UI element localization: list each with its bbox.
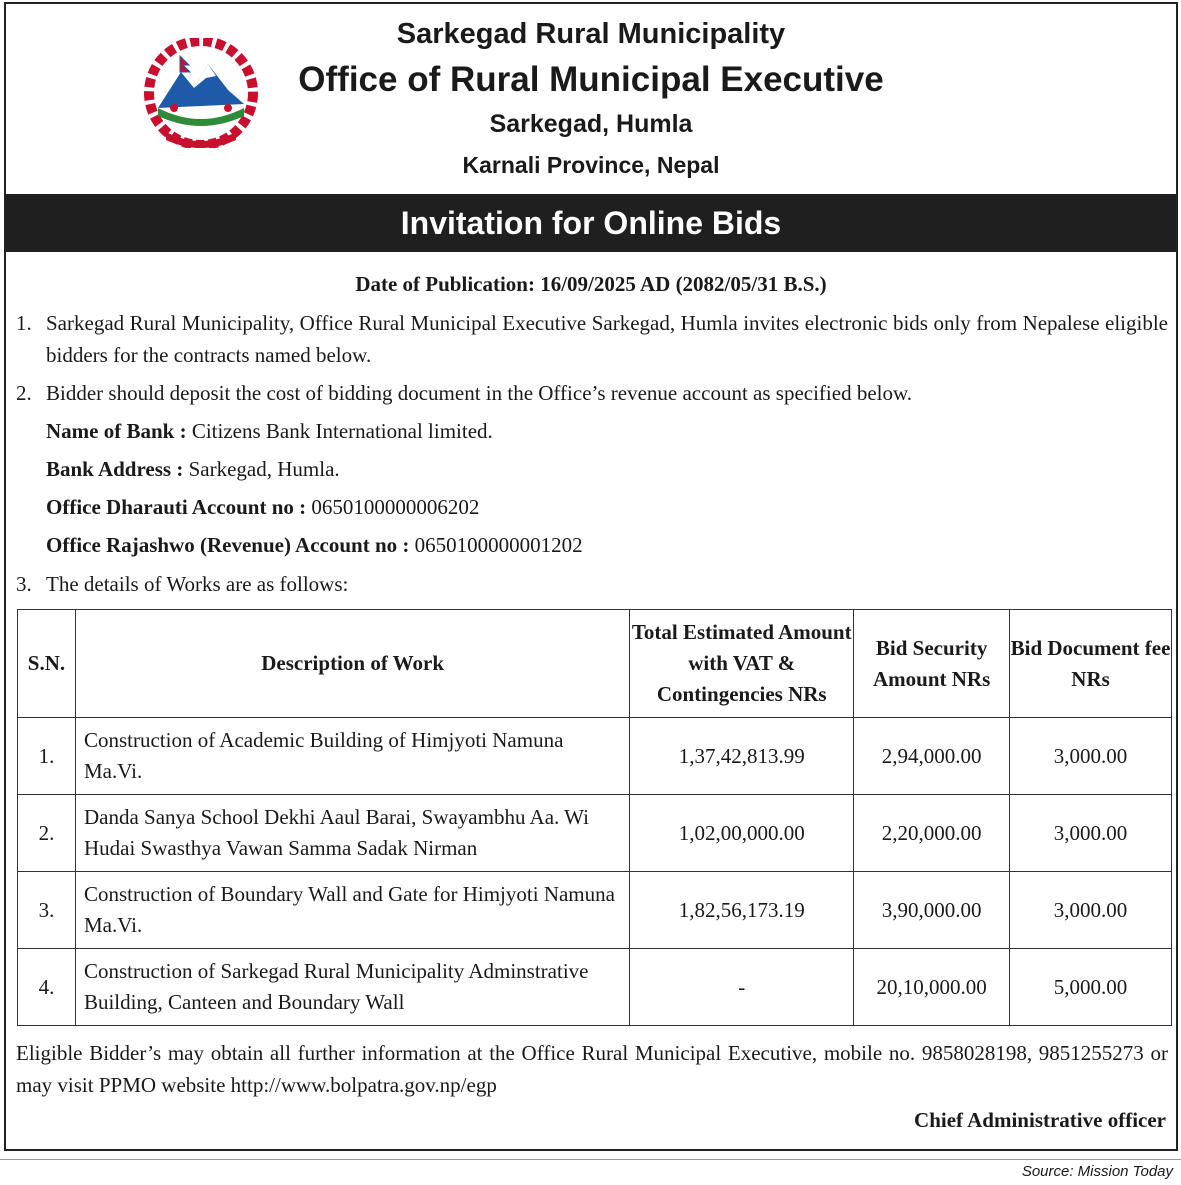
header-bid-security: Bid Security Amount NRs — [854, 610, 1010, 718]
cell-description: Construction of Academic Building of Himjyoti Namuna Ma.Vi. — [75, 718, 629, 795]
bank-name-value: Citizens Bank International limited. — [186, 419, 493, 443]
notice-title-banner: Invitation for Online Bids — [6, 194, 1176, 252]
dharauti-account — [46, 491, 479, 523]
dharauti-account-label: Office Dharauti Account no : — [46, 495, 307, 519]
cell-sn: 3. — [18, 872, 76, 949]
footer-info: Eligible Bidder’s may obtain all further information at the Office Rural Municipal Executive, mobile no. 9858028198, 9851255273 or may visit PPMO website http://www.bolpatra.gov.np/egp — [16, 1041, 1168, 1097]
bank-address — [46, 453, 340, 485]
paragraph-text: Bidder should deposit the cost of bidding document in the Office’s revenue account as specified below. — [46, 381, 913, 405]
paragraph-number: 1. — [16, 311, 32, 335]
paragraph-text: Sarkegad Rural Municipality, Office Rural Municipal Executive Sarkegad, Humla invites electronic bids only from Nepalese eligible bidders for the contracts named below. — [46, 311, 1168, 367]
cell-fee: 3,000.00 — [1010, 872, 1172, 949]
cell-amount: 1,82,56,173.19 — [630, 872, 854, 949]
rajashwo-account-value: 0650100000001202 — [409, 533, 583, 557]
table-row — [18, 718, 1172, 795]
municipality-name: Sarkegad Rural Municipality — [396, 18, 786, 50]
cell-description: Construction of Boundary Wall and Gate for Himjyoti Namuna Ma.Vi. — [75, 872, 629, 949]
cell-amount: 1,37,42,813.99 — [630, 718, 854, 795]
cell-sn: 1. — [18, 718, 76, 795]
rajashwo-account-label: Office Rajashwo (Revenue) Account no : — [46, 533, 410, 557]
paragraph-3 — [16, 568, 1168, 600]
cell-fee: 3,000.00 — [1010, 718, 1172, 795]
province: Karnali Province, Nepal — [462, 152, 720, 178]
header-document-fee: Bid Document fee NRs — [1010, 610, 1172, 718]
table-row — [18, 949, 1172, 1026]
location: Sarkegad, Humla — [489, 110, 693, 138]
notice-frame — [4, 2, 1178, 1151]
header-estimated-amount: Total Estimated Amount with VAT & Contingencies NRs — [630, 610, 854, 718]
cell-fee: 5,000.00 — [1010, 949, 1172, 1026]
publication-date: Date of Publication: 16/09/2025 AD (2082/05/31 B.S.) — [355, 272, 827, 296]
cell-sn: 4. — [18, 949, 76, 1026]
table-header-row — [18, 610, 1172, 718]
header — [6, 4, 1176, 194]
paragraph-number: 3. — [16, 572, 32, 596]
cell-sn: 2. — [18, 795, 76, 872]
office-name: Office of Rural Municipal Executive — [298, 60, 884, 99]
bank-address-value: Sarkegad, Humla. — [183, 457, 340, 481]
divider — [0, 1159, 1181, 1160]
table-row — [18, 872, 1172, 949]
cell-description: Construction of Sarkegad Rural Municipality Adminstrative Building, Canteen and Boundary Wall — [75, 949, 629, 1026]
cell-security: 3,90,000.00 — [854, 872, 1010, 949]
cell-amount: - — [630, 949, 854, 1026]
cell-security: 2,20,000.00 — [854, 795, 1010, 872]
works-table — [17, 609, 1172, 1026]
source-credit: Source: Mission Today — [1021, 1163, 1173, 1180]
cell-amount: 1,02,00,000.00 — [630, 795, 854, 872]
header-description: Description of Work — [75, 610, 629, 718]
bank-name — [46, 415, 493, 447]
signature: Chief Administrative officer — [914, 1108, 1166, 1132]
paragraph-text: The details of Works are as follows: — [46, 572, 349, 596]
table-row — [18, 795, 1172, 872]
bank-name-label: Name of Bank : — [46, 419, 187, 443]
bank-address-label: Bank Address : — [46, 457, 184, 481]
paragraph-2 — [16, 377, 1168, 409]
rajashwo-account — [46, 529, 583, 561]
paragraph-number: 2. — [16, 381, 32, 405]
paragraph-1 — [16, 307, 1168, 371]
cell-fee: 3,000.00 — [1010, 795, 1172, 872]
dharauti-account-value: 0650100000006202 — [306, 495, 480, 519]
header-sn: S.N. — [18, 610, 76, 718]
cell-security: 2,94,000.00 — [854, 718, 1010, 795]
cell-security: 20,10,000.00 — [854, 949, 1010, 1026]
cell-description: Danda Sanya School Dekhi Aaul Barai, Swayambhu Aa. Wi Hudai Swasthya Vawan Samma Sadak Nirman — [75, 795, 629, 872]
